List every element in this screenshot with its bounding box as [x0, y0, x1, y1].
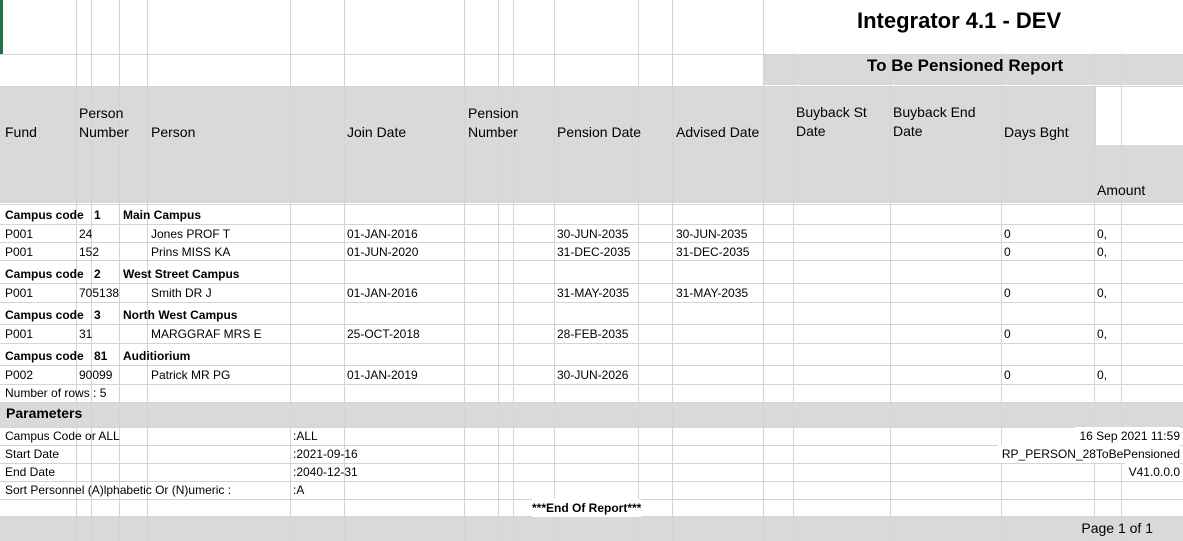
grid-hline [0, 427, 1183, 428]
cell-join-date: 01-JUN-2020 [347, 245, 419, 259]
grid-vline [290, 0, 291, 541]
parameters-title: Parameters [6, 405, 83, 421]
cell-amount: 0, [1097, 227, 1108, 241]
param-value: :A [293, 483, 305, 497]
cell-fund: P001 [5, 286, 34, 300]
grid-vline [793, 0, 794, 541]
col-header-person-number-line2: Number [79, 124, 129, 140]
cell-amount: 0, [1097, 286, 1108, 300]
cell-amount: 0, [1097, 368, 1108, 382]
header-gap-cell [1095, 87, 1183, 145]
group-name: West Street Campus [123, 267, 240, 281]
cell-pension-date: 31-MAY-2035 [557, 286, 630, 300]
group-name: North West Campus [123, 308, 238, 322]
group-label: Campus code [5, 208, 84, 222]
report-subtitle: To Be Pensioned Report [867, 56, 1064, 75]
param-value: :2021-09-16 [293, 447, 358, 461]
group-code: 3 [94, 308, 101, 322]
cell-person: Jones PROF T [151, 227, 231, 241]
grid-vline [672, 0, 673, 541]
param-label: Campus Code or ALL [5, 429, 120, 443]
cell-person: MARGGRAF MRS E [151, 327, 262, 341]
report-name: RP_PERSON_28ToBePensioned [998, 445, 1180, 463]
cell-days-bght: 0 [1004, 245, 1011, 259]
cell-amount: 0, [1097, 245, 1108, 259]
group-code: 81 [94, 349, 108, 363]
grid-hline [0, 463, 1183, 464]
grid-vline [763, 0, 764, 541]
cell-pension-date: 30-JUN-2026 [557, 368, 629, 382]
grid-vline [638, 0, 639, 541]
col-header-days-bght: Days Bght [1004, 124, 1069, 140]
group-label: Campus code [5, 267, 84, 281]
cell-person-number: 90099 [79, 368, 113, 382]
grid-vline [1121, 87, 1122, 145]
cell-join-date: 01-JAN-2019 [347, 368, 418, 382]
cell-advised-date: 31-MAY-2035 [676, 286, 749, 300]
cell-pension-date: 31-DEC-2035 [557, 245, 631, 259]
cell-days-bght: 0 [1004, 227, 1011, 241]
col-header-buyback-st-line2: Date [796, 123, 826, 139]
col-header-pension-date: Pension Date [557, 124, 642, 140]
active-cell-indicator[interactable] [0, 0, 3, 54]
grid-hline [0, 86, 1183, 87]
footer-band [0, 516, 1183, 541]
grid-vline [890, 0, 891, 541]
param-label: End Date [5, 465, 56, 479]
param-value: :ALL [293, 429, 318, 443]
end-of-report: ***End Of Report*** [532, 501, 642, 515]
cell-fund: P001 [5, 227, 34, 241]
col-header-buyback-end-line1: Buyback End [893, 104, 976, 120]
group-code: 2 [94, 267, 101, 281]
cell-person-number: 705138 [79, 286, 120, 300]
col-header-pension-number-line2: Number [468, 124, 518, 140]
cell-pension-date: 28-FEB-2035 [557, 327, 629, 341]
group-name: Auditiorium [123, 349, 191, 363]
grid-vline [498, 0, 499, 541]
report-timestamp: 16 Sep 2021 11:59 [1075, 427, 1180, 445]
cell-join-date: 01-JAN-2016 [347, 227, 418, 241]
param-value: :2040-12-31 [293, 465, 358, 479]
col-header-pension-number-line1: Pension [468, 105, 519, 121]
param-label: Sort Personnel (A)lphabetic Or (N)umeric : [5, 483, 232, 497]
cell-fund: P001 [5, 245, 34, 259]
group-name: Main Campus [123, 208, 202, 222]
col-header-person-number-line1: Person [79, 105, 124, 121]
parameters-band [0, 402, 1183, 427]
col-header-amount: Amount [1097, 182, 1146, 198]
col-header-join-date: Join Date [347, 124, 407, 140]
cell-join-date: 25-OCT-2018 [347, 327, 420, 341]
cell-person-number: 31 [79, 327, 93, 341]
grid-vline [91, 0, 92, 541]
col-header-buyback-st-line1: Buyback St [796, 104, 867, 120]
cell-person-number: 152 [79, 245, 100, 259]
cell-person-number: 24 [79, 227, 93, 241]
page-number: Page 1 of 1 [1081, 520, 1153, 536]
cell-person: Smith DR J [151, 286, 212, 300]
grid-hline [0, 204, 1183, 205]
cell-days-bght: 0 [1004, 286, 1011, 300]
cell-join-date: 01-JAN-2016 [347, 286, 418, 300]
grid-hline [0, 402, 1183, 403]
col-header-advised-date: Advised Date [676, 124, 760, 140]
col-header-buyback-end-line2: Date [893, 123, 923, 139]
cell-person: Prins MISS KA [151, 245, 231, 259]
group-label: Campus code [5, 349, 84, 363]
grid-vline [513, 0, 514, 541]
cell-days-bght: 0 [1004, 327, 1011, 341]
report-title: Integrator 4.1 - DEV [857, 8, 1062, 33]
row-count: Number of rows : 5 [5, 386, 107, 400]
report-version: V41.0.0.0 [1125, 463, 1180, 481]
grid-hline [0, 343, 1183, 344]
cell-days-bght: 0 [1004, 368, 1011, 382]
cell-amount: 0, [1097, 327, 1108, 341]
grid-vline [119, 0, 120, 541]
col-header-person: Person [151, 124, 196, 140]
cell-pension-date: 30-JUN-2035 [557, 227, 629, 241]
group-label: Campus code [5, 308, 84, 322]
cell-advised-date: 30-JUN-2035 [676, 227, 748, 241]
cell-person: Patrick MR PG [151, 368, 231, 382]
cell-advised-date: 31-DEC-2035 [676, 245, 750, 259]
cell-fund: P001 [5, 327, 34, 341]
cell-fund: P002 [5, 368, 34, 382]
column-header-band-lower [0, 145, 1183, 203]
grid-vline [464, 0, 465, 541]
grid-hline [0, 384, 1183, 385]
grid-hline [0, 302, 1183, 303]
col-header-fund: Fund [5, 124, 37, 140]
param-label: Start Date [5, 447, 60, 461]
group-code: 1 [94, 208, 101, 222]
grid-vline [554, 0, 555, 541]
